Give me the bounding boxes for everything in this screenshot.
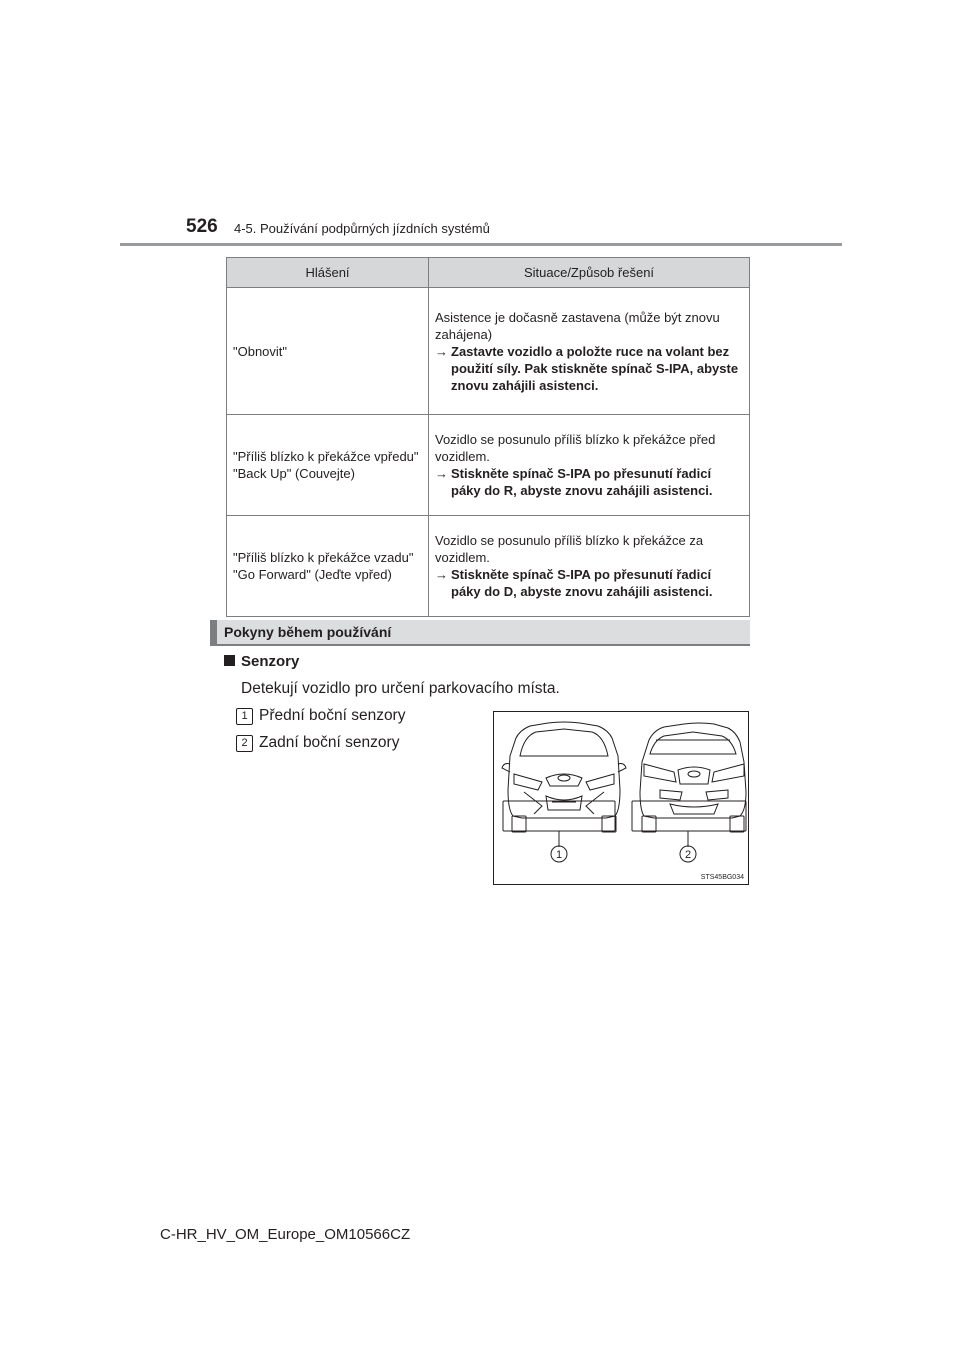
column-header-situation: Situace/Způsob řešení xyxy=(429,258,750,288)
section-title: Pokyny během používání xyxy=(224,624,392,640)
message-cell xyxy=(227,288,429,415)
number-badge-1: 1 xyxy=(236,708,253,725)
callout-number-1: 1 xyxy=(555,849,563,861)
number-badge-2: 2 xyxy=(236,735,253,752)
legend-item xyxy=(236,734,399,752)
message-cell xyxy=(227,516,429,617)
message-text: "Příliš blízko k překážce vzadu" xyxy=(233,550,414,565)
table-header-row xyxy=(227,258,750,288)
action-text xyxy=(435,465,744,499)
table-row xyxy=(227,288,750,415)
message-text: "Back Up" (Couvejte) xyxy=(233,466,355,481)
action-text xyxy=(435,566,744,600)
car-sensor-illustration xyxy=(494,712,748,884)
rear-car-icon xyxy=(632,723,746,832)
sub-heading-label: Senzory xyxy=(241,653,300,670)
page-number: 526 xyxy=(186,216,218,237)
figure-code: STS45BG034 xyxy=(700,874,744,881)
situation-cell xyxy=(429,415,750,516)
action-label: Stiskněte spínač S-IPA po přesunutí řadicí páky do D, abyste znovu zahájili asistenci. xyxy=(451,567,713,599)
table-row xyxy=(227,415,750,516)
action-label: Zastavte vozidlo a položte ruce na volant bez použití síly. Pak stiskněte spínač S-IPA, abyste znovu zahájili asistenci. xyxy=(451,343,739,393)
footer-document-id: C-HR_HV_OM_Europe_OM10566CZ xyxy=(160,1226,411,1243)
situation-cell xyxy=(429,288,750,415)
header-rule xyxy=(120,243,842,246)
action-label: Stiskněte spínač S-IPA po přesunutí řadicí páky do R, abyste znovu zahájili asistenci. xyxy=(451,466,713,498)
arrow-right-icon: → xyxy=(435,343,448,359)
callout-number-2: 2 xyxy=(684,849,692,861)
square-bullet-icon xyxy=(224,655,235,666)
message-cell xyxy=(227,415,429,516)
situation-cell xyxy=(429,516,750,617)
front-car-icon xyxy=(502,722,626,832)
section-accent xyxy=(210,620,217,644)
message-text: "Příliš blízko k překážce vpředu" xyxy=(233,449,419,464)
message-text: "Obnovit" xyxy=(233,343,288,359)
table-row xyxy=(227,516,750,617)
legend-label: Přední boční senzory xyxy=(259,707,406,724)
message-text: "Go Forward" (Jeďte vpřed) xyxy=(233,567,392,582)
sub-heading xyxy=(224,653,299,670)
sensor-figure xyxy=(493,711,749,885)
legend-item xyxy=(236,707,405,725)
arrow-right-icon: → xyxy=(435,466,448,481)
chapter-title: 4-5. Používání podpůrných jízdních systémů xyxy=(234,221,490,236)
action-text xyxy=(435,343,744,394)
situation-text: Vozidlo se posunulo příliš blízko k překážce za vozidlem. xyxy=(435,533,704,565)
situation-text: Asistence je dočasně zastavena (může být znovu zahájena) xyxy=(435,309,720,342)
section-heading-bar xyxy=(210,620,750,646)
column-header-message: Hlášení xyxy=(227,258,429,288)
message-table xyxy=(226,257,750,617)
sensors-description: Detekují vozidlo pro určení parkovacího místa. xyxy=(241,680,560,697)
situation-text: Vozidlo se posunulo příliš blízko k překážce před vozidlem. xyxy=(435,432,716,464)
legend-label: Zadní boční senzory xyxy=(259,734,400,751)
arrow-right-icon: → xyxy=(435,567,448,582)
